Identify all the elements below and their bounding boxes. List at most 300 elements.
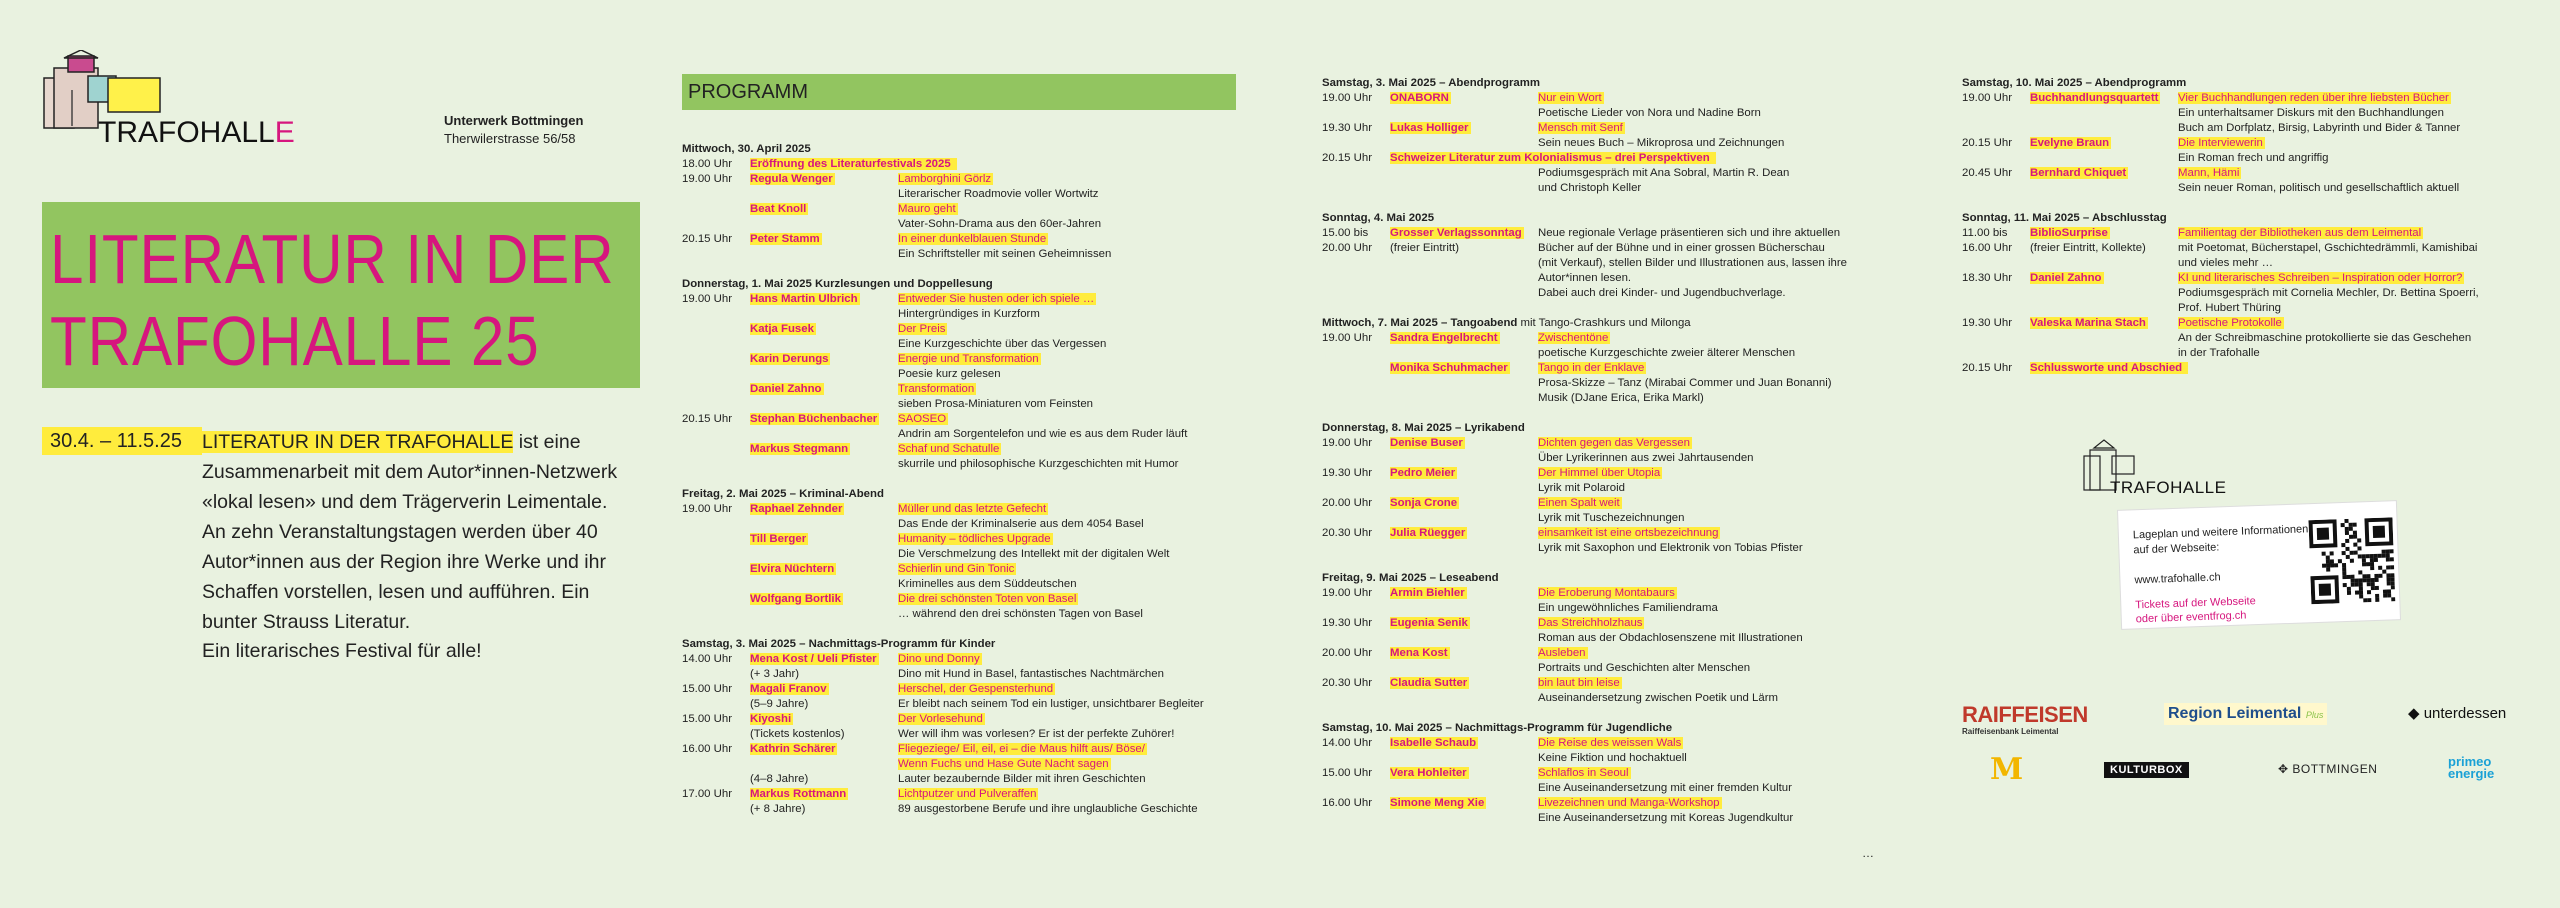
performer-name: Mena Kost / Ueli Pfister	[750, 653, 877, 665]
event-description	[898, 502, 1242, 517]
event-text: Andrin am Sorgentelefon und wie es aus dem Ruder läuft	[898, 428, 1188, 440]
intro-highlight: LITERATUR IN DER TRAFOHALLE	[202, 431, 514, 453]
event-text: Lauter bezaubernde Bilder mit ihren Geschichten	[898, 773, 1146, 785]
performer-name: Valeska Marina Stach	[2030, 317, 2146, 329]
event-text: Auseinandersetzung zwischen Poetik und Lärm	[1538, 692, 1778, 704]
event-description	[898, 652, 1242, 667]
raiffeisen-logo: RAIFFEISEN	[1962, 702, 2088, 727]
event-text: Eine Auseinandersetzung mit einer fremden Kultur	[1538, 782, 1792, 794]
event-time: 19.00 Uhr	[682, 503, 733, 515]
event-performer	[2030, 361, 2188, 376]
event-title: Herschel, der Gespensterhund	[898, 683, 1054, 695]
event-time: 11.00 bis	[1962, 227, 2008, 239]
performer-name: Karin Derungs	[750, 353, 829, 365]
event-title: Die drei schönsten Toten von Basel	[898, 593, 1077, 605]
day-heading-text: Mittwoch, 30. April 2025	[682, 143, 811, 155]
event-time: 20.00 Uhr	[1322, 647, 1373, 659]
event-text: (mit Verkauf), stellen Bilder und Illustrationen aus, lassen ihre	[1538, 257, 1847, 269]
event-description	[898, 322, 1242, 337]
event-title: Schaf und Schatulle	[898, 443, 1000, 455]
event-text: Ein Schriftsteller mit seinen Geheimnissen	[898, 248, 1112, 260]
schedule-row	[1962, 241, 2522, 256]
event-time	[682, 382, 750, 397]
event-description	[898, 292, 1242, 307]
event-description	[1538, 271, 1882, 286]
performer-name: Peter Stamm	[750, 233, 820, 245]
spacer	[682, 472, 1242, 487]
schedule-row	[682, 172, 1242, 187]
performer-name: Beat Knoll	[750, 203, 807, 215]
event-description	[2178, 316, 2522, 331]
event-performer	[1390, 496, 1538, 511]
event-time: 20.15 Uhr	[682, 233, 733, 245]
performer-name: BiblioSurprise	[2030, 227, 2108, 239]
event-performer	[750, 202, 898, 217]
schedule-row	[1962, 136, 2522, 151]
event-time	[682, 202, 750, 217]
event-time: 20.30 Uhr	[1322, 527, 1373, 539]
schedule-row	[1322, 616, 1882, 631]
performer-name: Till Berger	[750, 533, 807, 545]
event-title-full: Schlussworte und Abschied	[2030, 362, 2188, 374]
event-title: Livezeichnen und Manga-Workshop	[1538, 797, 1720, 809]
event-text: mit Poetomat, Bücherstapel, Gschichtedrämmli, Kamishibai	[2178, 242, 2478, 254]
event-time: 18.00 Uhr	[682, 158, 733, 170]
venue-address	[444, 112, 583, 148]
event-performer	[1390, 526, 1538, 541]
schedule-column-1	[682, 142, 1242, 832]
spacer	[1322, 301, 1882, 316]
event-description	[1538, 646, 1882, 661]
event-text: sieben Prosa-Miniaturen vom Feinsten	[898, 398, 1093, 410]
event-title: Die Reise des weissen Wals	[1538, 737, 1682, 749]
event-description	[898, 172, 1242, 187]
event-title: Nur ein Wort	[1538, 92, 1602, 104]
event-time: 19.00 Uhr	[1322, 332, 1373, 344]
performer-name: Sonja Crone	[1390, 497, 1458, 509]
schedule-column-3	[1962, 76, 2522, 391]
event-title: Energie und Transformation	[898, 353, 1039, 365]
event-performer	[2030, 316, 2178, 331]
schedule-row	[682, 442, 1242, 457]
event-time: 14.00 Uhr	[682, 653, 733, 665]
event-performer	[750, 652, 898, 667]
event-time: 15.00 Uhr	[682, 713, 733, 725]
event-title: Zwischentöne	[1538, 332, 1609, 344]
event-performer	[2030, 91, 2178, 106]
event-performer-note	[750, 697, 898, 712]
event-text: Kriminelles aus dem Süddeutschen	[898, 578, 1077, 590]
schedule-row	[1322, 241, 1882, 256]
event-description	[1538, 121, 1882, 136]
small-logo-text: TRAFOHALLE	[2110, 478, 2227, 497]
event-description	[2178, 136, 2522, 151]
spacer	[682, 262, 1242, 277]
event-text: An der Schreibmaschine protokollierte sie das Geschehen	[2178, 332, 2472, 344]
spacer	[682, 622, 1242, 637]
schedule-row	[1962, 361, 2522, 376]
event-title: Der Vorlesehund	[898, 713, 983, 725]
event-text: Lyrik mit Polaroid	[1538, 482, 1625, 494]
event-performer	[750, 352, 898, 367]
event-performer	[1390, 286, 1538, 301]
logo-text: TRAFOHALLE	[98, 116, 295, 149]
day-heading-text: Mittwoch, 7. Mai 2025 – Tangoabend	[1322, 317, 1518, 329]
event-description	[2178, 166, 2522, 181]
event-performer-empty	[750, 757, 898, 772]
event-time: 15.00 Uhr	[682, 683, 733, 695]
performer-name: Evelyne Braun	[2030, 137, 2110, 149]
region-leimental-logo: Region Leimental Plus	[2164, 703, 2327, 725]
schedule-row	[682, 412, 1242, 427]
event-title-cont: Wenn Fuchs und Hase Gute Nacht sagen	[898, 758, 1109, 770]
schedule-row	[682, 352, 1242, 367]
day-heading	[682, 487, 1242, 502]
event-performer-note	[750, 802, 898, 817]
event-time: 20.15 Uhr	[1962, 362, 2013, 374]
event-description	[2188, 361, 2522, 376]
event-title: Mauro geht	[898, 203, 956, 215]
schedule-row	[1962, 226, 2522, 241]
performer-name: Buchhandlungsquartett	[2030, 92, 2159, 104]
schedule-row	[682, 712, 1242, 727]
performer-name: Grosser Verlagssonntag	[1390, 227, 1522, 239]
event-text: Hintergründiges in Kurzform	[898, 308, 1040, 320]
performer-note: (4–8 Jahre)	[750, 773, 809, 785]
schedule-row	[682, 532, 1242, 547]
event-title-full: Schweizer Literatur zum Kolonialismus – drei Perspektiven	[1390, 152, 1716, 164]
event-performer	[2030, 271, 2178, 286]
event-performer	[1390, 466, 1538, 481]
event-description	[898, 742, 1242, 757]
event-description	[1538, 361, 1882, 376]
day-heading	[1322, 211, 1882, 226]
event-title: Dino und Donny	[898, 653, 980, 665]
performer-name: Markus Rottmann	[750, 788, 847, 800]
spacer	[682, 817, 1242, 832]
performer-name: Eugenia Senik	[1390, 617, 1468, 629]
event-performer	[1390, 586, 1538, 601]
schedule-row	[682, 157, 1242, 172]
event-description	[898, 352, 1242, 367]
event-description	[1538, 766, 1882, 781]
event-time: 19.30 Uhr	[1962, 317, 2013, 329]
performer-name: Katja Fusek	[750, 323, 814, 335]
event-performer	[750, 742, 898, 757]
schedule-row	[1322, 286, 1882, 301]
event-description	[1716, 151, 1882, 166]
event-description	[1538, 526, 1882, 541]
event-time: 16.00 Uhr	[682, 743, 733, 755]
unterdessen-logo: ◆ unterdessen	[2408, 705, 2507, 722]
event-time: 19.00 Uhr	[1962, 92, 2013, 104]
event-title: Müller und das letzte Gefecht	[898, 503, 1047, 515]
event-time: 20.30 Uhr	[1322, 677, 1373, 689]
event-text: Portraits und Geschichten alter Menschen	[1538, 662, 1751, 674]
event-time	[1322, 361, 1390, 376]
trafohalle-small-logo	[2082, 438, 2232, 508]
performer-note: (+ 3 Jahr)	[750, 668, 800, 680]
schedule-row	[1322, 361, 1882, 376]
tickets-info: Tickets auf der Webseite oder über eventfrog.ch	[2135, 595, 2256, 626]
event-text: Lyrik mit Saxophon und Elektronik von Tobias Pfister	[1538, 542, 1803, 554]
event-performer-note	[750, 727, 898, 742]
schedule-row	[1322, 256, 1882, 271]
festival-dates: 30.4. – 11.5.25	[42, 427, 202, 455]
event-time: 15.00 bis	[1322, 227, 1369, 239]
event-title: Ausleben	[1538, 647, 1586, 659]
event-performer	[750, 562, 898, 577]
performer-name: ONABORN	[1390, 92, 1449, 104]
event-performer	[750, 412, 898, 427]
event-time	[682, 562, 750, 577]
intro-text: LITERATUR IN DER TRAFOHALLE ist eine Zusammenarbeit mit dem Autor*innen-Netzwerk «lokal lesen» und dem Trägerverin Leimentale. An zehn Veranstaltungstagen werden über 40 Autor*innen aus der Region ihre Werke und ihr Schaffen vorstellen, lesen und aufführen. Ein bunter Strauss Literatur.	[202, 431, 618, 633]
event-description	[1538, 466, 1882, 481]
day-heading-text: Samstag, 3. Mai 2025 – Nachmittags-Programm für Kinder	[682, 638, 996, 650]
spacer	[1322, 556, 1882, 571]
day-heading-text: Freitag, 9. Mai 2025 – Leseabend	[1322, 572, 1499, 584]
event-text: Podiumsgespräch mit Ana Sobral, Martin R. Dean	[1538, 167, 1790, 179]
schedule-row	[1322, 121, 1882, 136]
venue-name: Unterwerk Bottmingen	[444, 113, 584, 128]
event-title: Humanity – tödliches Upgrade	[898, 533, 1051, 545]
event-description	[1538, 286, 1882, 301]
bottmingen-logo: ✥ BOTTMINGEN	[2278, 762, 2378, 776]
performer-name: Raphael Zehnder	[750, 503, 843, 515]
day-heading	[682, 142, 1242, 157]
event-performer	[1390, 271, 1538, 286]
event-text: Bücher auf der Bühne und in einer grossen Bücherschau	[1538, 242, 1825, 254]
event-text-cont: und vieles mehr …	[2178, 257, 2273, 269]
qr-code-icon[interactable]	[2308, 517, 2395, 604]
spacer	[1962, 376, 2522, 391]
event-text: Ein Roman frech und angriffig	[2178, 152, 2329, 164]
event-text-cont: Buch am Dorfplatz, Birsig, Labyrinth und Bider & Tanner	[2178, 122, 2461, 134]
event-text: Ein ungewöhnliches Familiendrama	[1538, 602, 1718, 614]
spacer	[1322, 406, 1882, 421]
schedule-row	[1322, 736, 1882, 751]
event-title: Transformation	[898, 383, 975, 395]
event-text: Eine Auseinandersetzung mit Koreas Jugendkultur	[1538, 812, 1794, 824]
performer-note: (freier Eintritt, Kollekte)	[2030, 242, 2146, 254]
event-description	[898, 442, 1242, 457]
event-time: 19.30 Uhr	[1322, 617, 1373, 629]
event-time: 20.45 Uhr	[1962, 167, 2013, 179]
event-time	[1322, 286, 1390, 301]
event-title: Lichtputzer und Pulveraffen	[898, 788, 1037, 800]
event-description	[1538, 256, 1882, 271]
event-text: Prosa-Skizze – Tanz (Mirabai Commer und Juan Bonanni)	[1538, 377, 1832, 389]
event-description	[1538, 496, 1882, 511]
trafohalle-logo	[42, 50, 295, 150]
event-title: SAOSEO	[898, 413, 947, 425]
festival-title: LITERATUR IN DER TRAFOHALLE 25	[50, 220, 615, 380]
event-time: 19.00 Uhr	[1322, 92, 1373, 104]
festival-title-box	[42, 202, 640, 388]
event-text: Wer will ihm was vorlesen? Er ist der perfekte Zuhörer!	[898, 728, 1175, 740]
event-time-empty	[682, 667, 750, 682]
event-title: Poetische Protokolle	[2178, 317, 2282, 329]
schedule-row	[682, 787, 1242, 802]
event-performer	[2030, 241, 2178, 256]
event-performer	[1390, 766, 1538, 781]
event-text: skurrile und philosophische Kurzgeschichten mit Humor	[898, 458, 1179, 470]
event-performer	[750, 532, 898, 547]
primeo-energie-logo: primeo energie	[2448, 754, 2495, 781]
event-description	[898, 757, 1242, 772]
schedule-row	[1322, 331, 1882, 346]
event-description	[2178, 91, 2522, 106]
event-title: Mann, Hämi	[2178, 167, 2240, 179]
event-performer	[750, 502, 898, 517]
event-performer	[1390, 361, 1538, 376]
schedule-row-cont	[682, 802, 1242, 817]
day-heading	[1322, 316, 1882, 331]
performer-name: Stephan Büchenbacher	[750, 413, 878, 425]
kulturbox-logo: KULTURBOX	[2104, 762, 2189, 778]
schedule-row-cont	[682, 757, 1242, 772]
schedule-row	[682, 652, 1242, 667]
event-description	[1538, 676, 1882, 691]
schedule-row	[1962, 316, 2522, 331]
event-description	[1538, 226, 1882, 241]
performer-note: (freier Eintritt)	[1390, 242, 1459, 254]
event-description	[898, 202, 1242, 217]
event-performer	[1390, 226, 1538, 241]
event-performer	[1390, 616, 1538, 631]
event-title: Die Interviewerin	[2178, 137, 2263, 149]
event-text: Das Ende der Kriminalserie aus dem 4054 Basel	[898, 518, 1144, 530]
schedule-row	[682, 202, 1242, 217]
day-heading	[1322, 76, 1882, 91]
event-title: In einer dunkelblauen Stunde	[898, 233, 1047, 245]
day-heading-note: mit Tango-Crashkurs und Milonga	[1517, 317, 1691, 329]
day-heading-text: Donnerstag, 8. Mai 2025 – Lyrikabend	[1322, 422, 1525, 434]
event-text: Die Verschmelzung des Intellekt mit der digitalen Welt	[898, 548, 1170, 560]
event-time: 19.30 Uhr	[1322, 467, 1373, 479]
schedule-row	[682, 592, 1242, 607]
event-text: Autor*innen lesen.	[1538, 272, 1632, 284]
info-card	[2118, 501, 2400, 629]
event-time	[682, 352, 750, 367]
day-heading-text: Samstag, 10. Mai 2025 – Abendprogramm	[1962, 77, 2187, 89]
program-heading: PROGRAMM	[682, 74, 1236, 110]
schedule-row	[1322, 466, 1882, 481]
event-text-cont: und Christoph Keller	[1538, 182, 1642, 194]
schedule-row-cont	[682, 667, 1242, 682]
performer-name: Daniel Zahno	[750, 383, 822, 395]
spacer	[1322, 826, 1882, 841]
event-time	[682, 322, 750, 337]
day-heading-text: Sonntag, 11. Mai 2025 – Abschlusstag	[1962, 212, 2167, 224]
event-description	[1538, 796, 1882, 811]
performer-name: Isabelle Schaub	[1390, 737, 1477, 749]
schedule-row	[1322, 646, 1882, 661]
event-title: einsamkeit ist eine ortsbezeichnung	[1538, 527, 1719, 539]
performer-name: Armin Biehler	[1390, 587, 1465, 599]
event-performer	[1390, 241, 1538, 256]
event-time: 15.00 Uhr	[1322, 767, 1373, 779]
event-description	[2178, 241, 2522, 256]
day-heading-text: Samstag, 3. Mai 2025 – Abendprogramm	[1322, 77, 1540, 89]
schedule-row	[1322, 526, 1882, 541]
event-title: Der Preis	[898, 323, 946, 335]
event-time-empty	[682, 757, 750, 772]
event-title: Familientag der Bibliotheken aus dem Leimental	[2178, 227, 2422, 239]
event-performer	[750, 682, 898, 697]
schedule-row	[1322, 151, 1882, 166]
schedule-row	[1322, 496, 1882, 511]
schedule-row-cont	[682, 697, 1242, 712]
event-performer	[1390, 121, 1538, 136]
event-title: Neue regionale Verlage präsentieren sich und ihre aktuellen	[1538, 227, 1841, 239]
day-heading-text: Donnerstag, 1. Mai 2025 Kurzlesungen und Doppellesung	[682, 278, 993, 290]
performer-note: (5–9 Jahre)	[750, 698, 809, 710]
event-time: 19.00 Uhr	[1322, 437, 1373, 449]
schedule-row	[1322, 796, 1882, 811]
event-time-empty	[682, 802, 750, 817]
event-time: 19.00 Uhr	[1322, 587, 1373, 599]
event-text-cont: Prof. Hubert Thüring	[2178, 302, 2281, 314]
performer-note: (+ 8 Jahre)	[750, 803, 806, 815]
schedule-row-cont	[682, 727, 1242, 742]
event-time	[682, 442, 750, 457]
day-heading	[1322, 421, 1882, 436]
event-title: Schierlin und Gin Tonic	[898, 563, 1015, 575]
performer-name: Hans Martin Ulbrich	[750, 293, 858, 305]
event-time: 20.15 Uhr	[682, 413, 733, 425]
event-performer	[750, 382, 898, 397]
event-text: Dino mit Hund in Basel, fantastisches Nachtmärchen	[898, 668, 1164, 680]
event-description	[898, 412, 1242, 427]
event-performer	[750, 157, 957, 172]
performer-name: Lukas Holliger	[1390, 122, 1469, 134]
event-performer	[2030, 166, 2178, 181]
event-title: Lamborghini Görlz	[898, 173, 992, 185]
event-performer	[1390, 151, 1716, 166]
program-panel-2	[1322, 0, 1882, 908]
schedule-row	[1962, 271, 2522, 286]
event-time: 14.00 Uhr	[1322, 737, 1373, 749]
event-time-empty	[682, 727, 750, 742]
performer-name: Wolfgang Bortlik	[750, 593, 841, 605]
event-title: bin laut bin leise	[1538, 677, 1620, 689]
event-text: Ein unterhaltsamer Diskurs mit den Buchhandlungen	[2178, 107, 2444, 119]
event-text: Podiumsgespräch mit Cornelia Mechler, Dr. Bettina Spoerri,	[2178, 287, 2479, 299]
event-text: Eine Kurzgeschichte über das Vergessen	[898, 338, 1107, 350]
event-time: 20.15 Uhr	[1322, 152, 1373, 164]
event-text: Literarischer Roadmovie voller Wortwitz	[898, 188, 1099, 200]
schedule-row	[1962, 91, 2522, 106]
event-description	[1538, 736, 1882, 751]
schedule-row	[1962, 166, 2522, 181]
schedule-row	[682, 322, 1242, 337]
performer-name: Mena Kost	[1390, 647, 1448, 659]
website-link[interactable]: www.trafohalle.ch	[2134, 571, 2221, 587]
event-text: 89 ausgestorbene Berufe und ihre unglaubliche Geschichte	[898, 803, 1198, 815]
event-description	[1538, 586, 1882, 601]
event-description	[898, 532, 1242, 547]
performer-name: Regula Wenger	[750, 173, 833, 185]
event-performer	[1390, 646, 1538, 661]
schedule-row	[682, 232, 1242, 247]
performer-name: Bernhard Chiquet	[2030, 167, 2127, 179]
event-time	[682, 592, 750, 607]
event-text: Sein neuer Roman, politisch und gesellschaftlich aktuell	[2178, 182, 2460, 194]
event-description	[898, 562, 1242, 577]
day-heading-text: Freitag, 2. Mai 2025 – Kriminal-Abend	[682, 488, 884, 500]
performer-name: Magali Franov	[750, 683, 827, 695]
